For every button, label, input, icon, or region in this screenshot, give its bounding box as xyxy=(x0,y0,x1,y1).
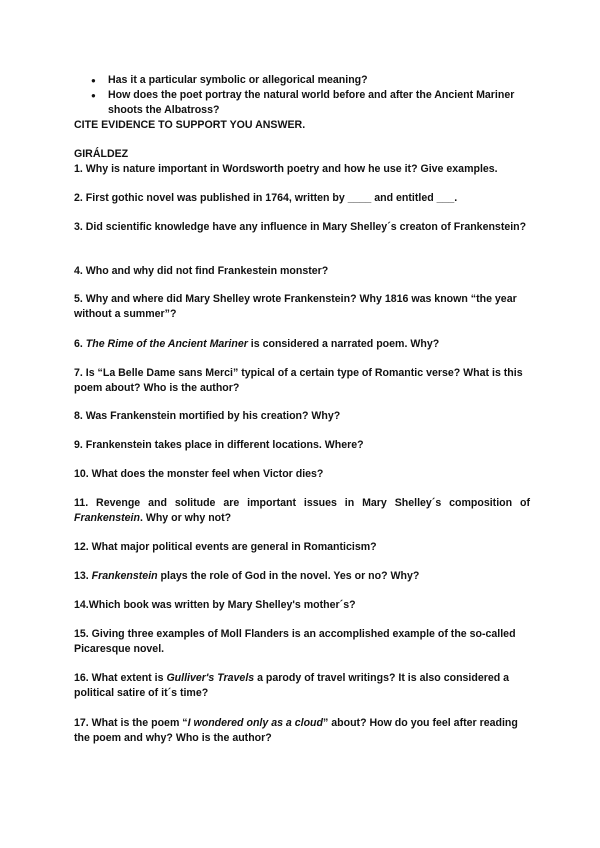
question-16-rest: a parody of travel writings? It is also considered a political satire of it´s time? xyxy=(74,672,510,699)
question-14: 14.Which book was written by Mary Shelley's mother´s? xyxy=(74,599,356,611)
question-17-title: I wondered only as a cloud xyxy=(187,717,324,729)
question-9: 9. Frankenstein takes place in different locations. Where? xyxy=(74,439,364,451)
question-10: 10. What does the monster feel when Victor dies? xyxy=(74,468,324,480)
question-6 xyxy=(74,337,530,352)
question-1: 1. Why is nature important in Wordsworth poetry and how he use it? Give examples. xyxy=(74,163,498,175)
question-8: 8. Was Frankenstein mortified by his creation? Why? xyxy=(74,410,341,422)
section-heading: GIRÁLDEZ xyxy=(74,148,129,160)
question-6-text: is considered a narrated poem. Why? xyxy=(247,338,440,350)
question-11 xyxy=(74,496,530,526)
question-6-title: The Rime of the Ancient Mariner xyxy=(85,338,248,350)
question-13 xyxy=(74,569,530,584)
question-2: 2. First gothic novel was published in 1764, written by ____ and entitled ___. xyxy=(74,192,458,204)
cite-instruction: CITE EVIDENCE TO SUPPORT YOU ANSWER. xyxy=(74,119,306,131)
question-17 xyxy=(74,716,530,746)
question-4: 4. Who and why did not find Frankestein monster? xyxy=(74,265,329,277)
question-7: 7. Is “La Belle Dame sans Merci” typical of a certain type of Romantic verse? What is this poem about? Who is the author? xyxy=(74,367,523,394)
question-13-text: plays the role of God in the novel. Yes or no? Why? xyxy=(157,570,420,582)
question-16-text: 16. What extent is xyxy=(74,672,167,684)
question-17-text: 17. What is the poem “ xyxy=(74,717,188,729)
question-11-rest: . Why or why not? xyxy=(139,512,232,524)
question-16-title: Gulliver's Travels xyxy=(166,672,255,684)
question-13-number: 13. xyxy=(74,570,92,582)
question-6-number: 6. xyxy=(74,338,86,350)
bullet-item: ● Has it a particular symbolic or allegorical meaning? xyxy=(80,73,550,88)
question-13-title: Frankenstein xyxy=(91,570,158,582)
question-3: 3. Did scientific knowledge have any influence in Mary Shelley´s creaton of Frankenstein? xyxy=(74,221,527,233)
question-15: 15. Giving three examples of Moll Flanders is an accomplished example of the so-called Picaresque novel. xyxy=(74,628,516,655)
question-17-about: ” about? xyxy=(323,717,367,729)
question-5: 5. Why and where did Mary Shelley wrote Frankenstein? Why 1816 was known “the year without a summer”? xyxy=(74,293,517,320)
question-16 xyxy=(74,671,530,701)
question-11-text: 11. Revenge and solitude are important issues in Mary Shelley´s composition of xyxy=(74,497,530,509)
bullet-item: ● How does the poet portray the natural world before and after the Ancient Mariner shoots the Albatross? xyxy=(80,88,550,118)
question-12: 12. What major political events are general in Romanticism? xyxy=(74,541,377,553)
bullet-list xyxy=(80,73,550,118)
question-11-title: Frankenstein xyxy=(74,512,140,524)
question-17-rest: How do you feel after reading the poem and why? Who is the author? xyxy=(74,717,518,744)
